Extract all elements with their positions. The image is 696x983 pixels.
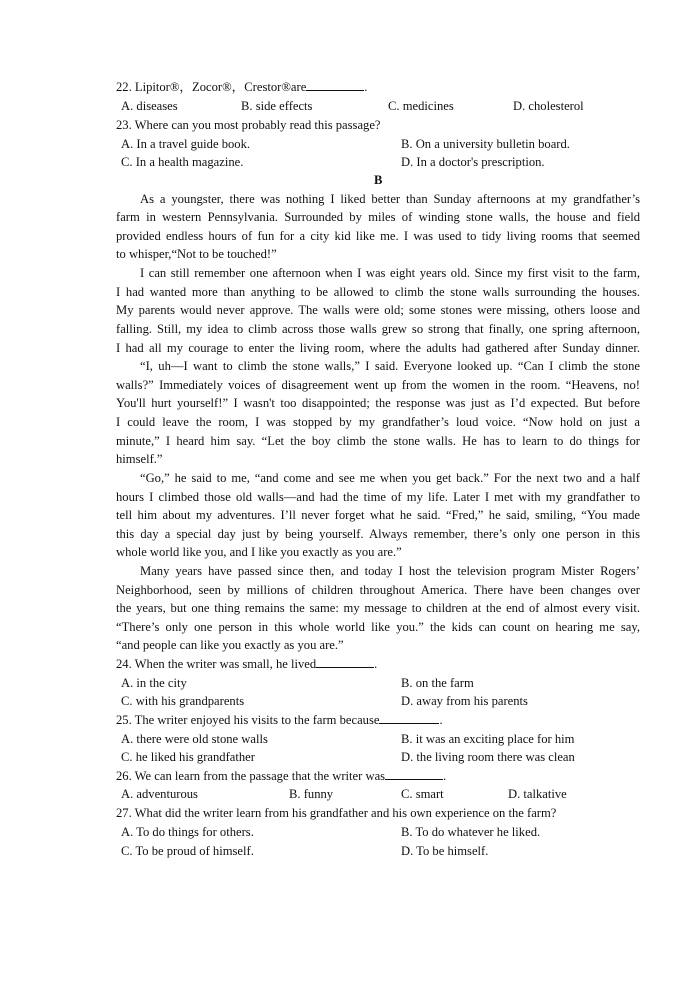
question-stem: 26. We can learn from the passage that the writer was [116,769,386,783]
option-c: C. he liked his grandfather [121,750,255,764]
option-d: D. away from his parents [401,694,528,708]
passage-line: “There’s only one person in this whole world like you.” the kids can count on hearing me say, [116,620,640,634]
answer-blank [316,656,374,668]
question-stem: 24. When the writer was small, he lived [116,657,317,671]
passage-line: As a youngster, there was nothing I liked better than Sunday afternoons at my grandfather’s [140,192,640,206]
option-a: A. adventurous [121,787,198,801]
option-b: B. it was an exciting place for him [401,732,575,746]
passage-line: I had wanted more than anything to be allowed to climb the stone walls surrounding the houses. [116,285,640,299]
option-d: D. talkative [508,787,567,801]
question-stem: 22. Lipitor®，Zocor®，Crestor®are [116,80,307,94]
option-c: C. with his grandparents [121,694,245,708]
passage-line: “I, uh—I want to climb the stone walls,” I said. Everyone looked up. “Can I climb the stone [140,359,640,373]
question-23: 23. Where can you most probably read this passage? [116,118,381,132]
question-22: 22. Lipitor®，Zocor®，Crestor®are . [116,80,368,94]
passage-line: tell him about my adventures. I’ll never forget what he said. “Fred,” he said, smiling, “You made [116,508,640,522]
option-b: B. To do whatever he liked. [401,825,541,839]
passage-line: “Go,” he said to me, “and come and see me when you get back.” For the next two and a half [140,471,640,485]
answer-blank [306,79,364,91]
option-b: B. on the farm [401,676,474,690]
passage-line: walls?” Immediately voices of disagreement went up from the women in the room. “Heavens, no! [116,378,640,392]
option-b: B. On a university bulletin board. [401,137,570,151]
question-27: 27. What did the writer learn from his grandfather and his own experience on the farm? [116,806,557,820]
passage-line: You'll hurt yourself!” I wasn't too disappointed; the response was just as I’d expected. But before [116,396,640,410]
passage-line: hours I climbed those old walls—and had the time of my life. Later I met with my grandfather to [116,490,640,504]
question-stem: 25. The writer enjoyed his visits to the farm because [116,713,380,727]
passage-line: provided endless hours of fun for a city kid like me. I was used to tidy living rooms that seemed [116,229,640,243]
option-a: A. In a travel guide book. [121,137,251,151]
option-d: D. In a doctor's prescription. [401,155,545,169]
option-b: B. funny [289,787,334,801]
passage-line: I had all my courage to enter the living room, where the adults had gathered after Sunday dinner. [116,341,640,355]
question-24: 24. When the writer was small, he lived . [116,657,378,671]
answer-blank [385,768,443,780]
answer-blank [379,712,439,724]
section-title: B [374,173,383,187]
passage-line: I can still remember one afternoon when I was eight years old. Since my first visit to the farm, [140,266,640,280]
passage-line: farm in western Pennsylvania. Surrounded by miles of winding stone walls, the house and field [116,210,640,224]
passage-line: whole world like you, and I like you exactly as you are.” [116,545,402,559]
option-a: A. To do things for others. [121,825,254,839]
question-25: 25. The writer enjoyed his visits to the farm because . [116,713,443,727]
passage-line: falling. Still, my idea to climb across those walls grew so strong that finally, one spring afternoon, [116,322,640,336]
option-d: D. To be himself. [401,844,489,858]
option-a: A. there were old stone walls [121,732,268,746]
option-b: B. side effects [241,99,313,113]
passage-line: Many years have passed since then, and today I host the television program Mister Rogers’ [140,564,640,578]
option-d: D. cholesterol [513,99,584,113]
passage-line: Neighborhood, seen by millions of children throughout America. There have been changes over [116,583,640,597]
passage-line: this day a special day just by being yourself. Always remember, there’s only one person in this [116,527,640,541]
passage-line: I could leave the room, I was stopped by my grandfather’s loud voice. “Now hold on just a [116,415,640,429]
option-c: C. medicines [388,99,454,113]
option-c: C. smart [401,787,444,801]
question-26: 26. We can learn from the passage that the writer was . [116,769,447,783]
passage-line: to whisper,“Not to be touched!” [116,247,277,261]
passage-line: minute,” I heard him say. “Let the boy climb the stone walls. He has to learn to do things for [116,434,640,448]
passage-line: “and people can like you exactly as you are.” [116,638,344,652]
option-a: A. diseases [121,99,178,113]
passage-line: himself.” [116,452,163,466]
passage-line: the years, but one thing remains the same: my message to children at the end of almost every visit. [116,601,640,615]
passage-line: My parents would never approve. The walls were old; some stones were missing, others loose and [116,303,640,317]
option-a: A. in the city [121,676,187,690]
option-c: C. In a health magazine. [121,155,244,169]
option-c: C. To be proud of himself. [121,844,254,858]
option-d: D. the living room there was clean [401,750,575,764]
